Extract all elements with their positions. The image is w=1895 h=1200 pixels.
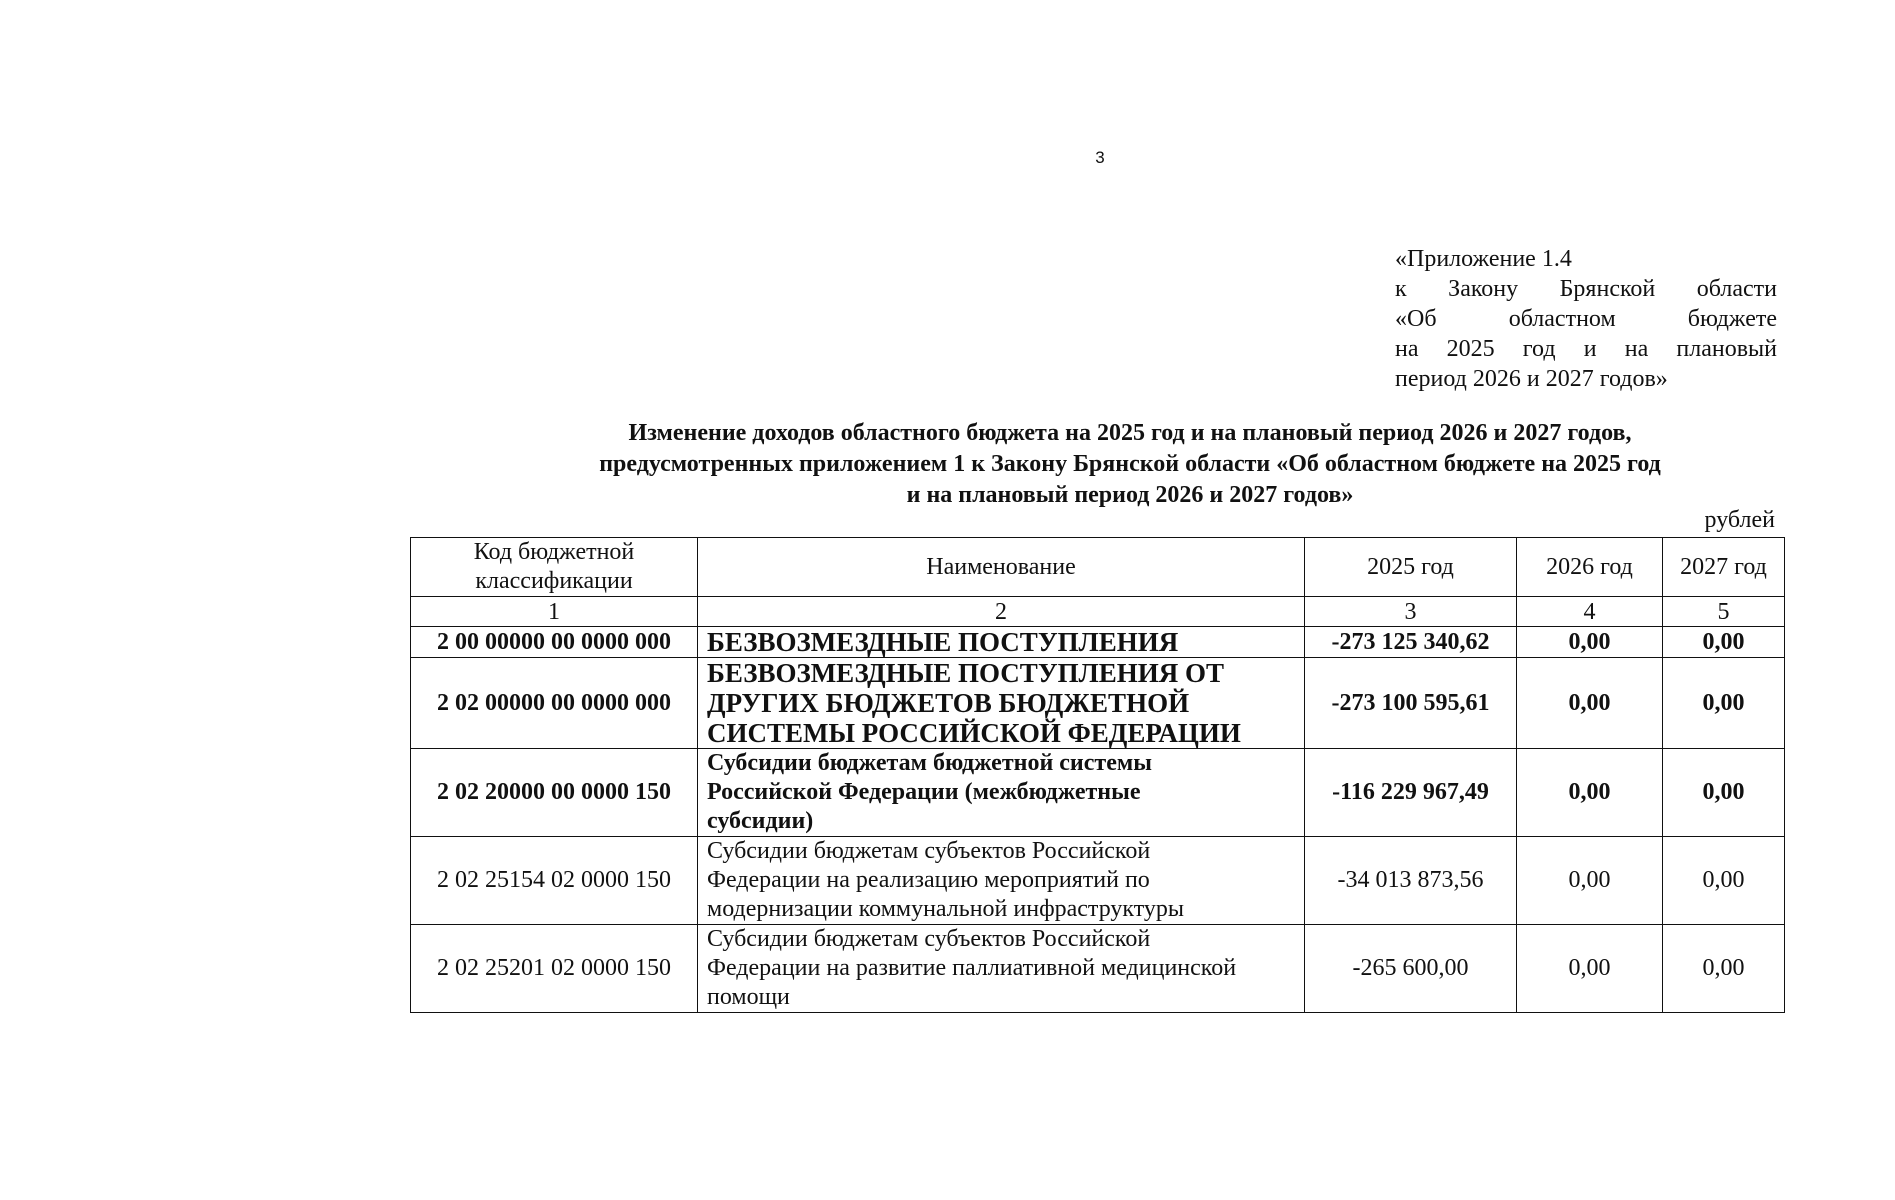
row-value-2027: 0,00 [1663, 925, 1785, 1013]
row-name [698, 658, 1305, 749]
units-label: рублей [1704, 507, 1775, 533]
row-value-2025: -116 229 967,49 [1305, 749, 1517, 837]
row-value-2025: -273 100 595,61 [1305, 658, 1517, 749]
row-name-line: БЕЗВОЗМЕЗДНЫЕ ПОСТУПЛЕНИЯ [707, 627, 1179, 657]
row-value-2026: 0,00 [1517, 627, 1663, 658]
column-number: 3 [1305, 597, 1517, 627]
row-name [698, 749, 1305, 837]
column-number: 4 [1517, 597, 1663, 627]
header-name: Наименование [698, 538, 1305, 597]
page-number: 3 [1095, 148, 1105, 167]
title-line: и на плановый период 2026 и 2027 годов» [906, 482, 1354, 508]
title-line: предусмотренных приложением 1 к Закону Брянской области «Об областном бюджете на 2025 год [599, 451, 1661, 477]
header-2027: 2027 год [1663, 538, 1785, 597]
appendix-line: «Об областном бюджете [1395, 306, 1777, 332]
row-name-line: Субсидии бюджетам бюджетной системы [707, 750, 1152, 776]
row-name-line: СИСТЕМЫ РОССИЙСКОЙ ФЕДЕРАЦИИ [707, 718, 1241, 748]
header-2025: 2025 год [1305, 538, 1517, 597]
row-value-2026: 0,00 [1517, 837, 1663, 925]
column-number: 2 [698, 597, 1305, 627]
row-name-line: БЕЗВОЗМЕЗДНЫЕ ПОСТУПЛЕНИЯ ОТ [707, 658, 1225, 688]
appendix-reference [1395, 244, 1777, 394]
header-code [411, 538, 698, 597]
row-code: 2 02 25154 02 0000 150 [411, 837, 698, 925]
row-code: 2 00 00000 00 0000 000 [411, 627, 698, 658]
appendix-line: к Закону Брянской области [1395, 276, 1777, 302]
table-row [411, 837, 1785, 925]
row-value-2027: 0,00 [1663, 627, 1785, 658]
row-name-line: Федерации на реализацию мероприятий по [707, 867, 1150, 893]
row-value-2025: -265 600,00 [1305, 925, 1517, 1013]
row-value-2027: 0,00 [1663, 749, 1785, 837]
row-value-2025: -34 013 873,56 [1305, 837, 1517, 925]
row-name-line: помощи [707, 984, 790, 1010]
row-name-line: Субсидии бюджетам субъектов Российской [707, 926, 1151, 952]
appendix-line: «Приложение 1.4 [1395, 246, 1572, 272]
row-value-2025: -273 125 340,62 [1305, 627, 1517, 658]
appendix-line: период 2026 и 2027 годов» [1395, 366, 1668, 392]
row-name [698, 627, 1305, 658]
row-value-2027: 0,00 [1663, 837, 1785, 925]
row-value-2026: 0,00 [1517, 925, 1663, 1013]
row-code: 2 02 25201 02 0000 150 [411, 925, 698, 1013]
table-row [411, 658, 1785, 749]
row-value-2026: 0,00 [1517, 658, 1663, 749]
budget-table [410, 537, 1785, 1013]
table-row [411, 627, 1785, 658]
header-2026: 2026 год [1517, 538, 1663, 597]
row-code: 2 02 00000 00 0000 000 [411, 658, 698, 749]
column-number: 5 [1663, 597, 1785, 627]
title-line: Изменение доходов областного бюджета на 2025 год и на плановый период 2026 и 2027 годов, [628, 420, 1632, 446]
row-name-line: ДРУГИХ БЮДЖЕТОВ БЮДЖЕТНОЙ [707, 688, 1190, 718]
row-name-line: модернизации коммунальной инфраструктуры [707, 896, 1185, 922]
row-code: 2 02 20000 00 0000 150 [411, 749, 698, 837]
table-header-row [411, 538, 1785, 597]
row-name-line: субсидии) [707, 808, 814, 834]
row-value-2026: 0,00 [1517, 749, 1663, 837]
appendix-line: на 2025 год и на плановый [1395, 336, 1777, 362]
column-number-row [411, 597, 1785, 627]
row-name-line: Российской Федерации (межбюджетные [707, 779, 1141, 805]
row-value-2027: 0,00 [1663, 658, 1785, 749]
row-name-line: Субсидии бюджетам субъектов Российской [707, 838, 1151, 864]
table-row [411, 925, 1785, 1013]
table-row [411, 749, 1785, 837]
row-name [698, 925, 1305, 1013]
row-name [698, 837, 1305, 925]
header-code-line: классификации [475, 568, 633, 594]
header-code-line: Код бюджетной [473, 539, 635, 565]
document-title [560, 418, 1700, 511]
row-name-line: Федерации на развитие паллиативной медицинской [707, 955, 1237, 981]
column-number: 1 [411, 597, 698, 627]
